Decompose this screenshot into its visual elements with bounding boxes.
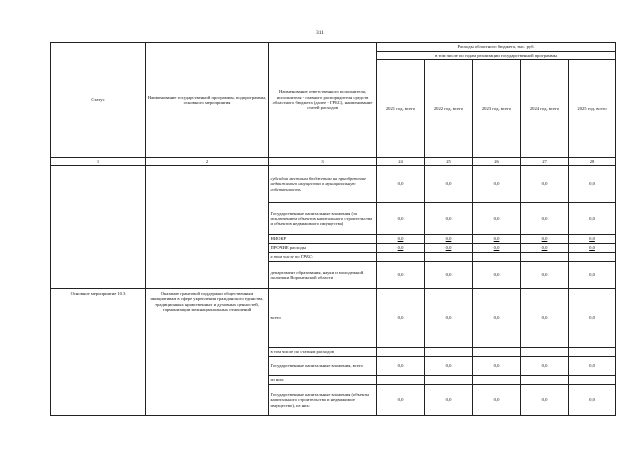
value-cell: 0,0 [569,166,616,203]
value-cell: 0,0 [569,289,616,348]
value-cell: 0,0 [425,262,473,289]
expense-label: субсидии местным бюджетам на приобретение недвижимого имущества в муниципальную собственность [269,166,377,203]
expense-label: Государственные капитальные вложения (объекты капитального строительства и недвижимое имущество), из них: [269,385,377,416]
expense-label: Государственные капитальные вложения (за исключением объектов капитального строительства и объектов недвижимого имущества) [269,203,377,235]
program-cell [146,166,269,289]
value-cell: 0,0 [569,235,616,244]
value-cell: 0,0 [377,262,425,289]
expense-label: из них: [269,376,377,385]
value-cell: 0,0 [569,357,616,376]
column-number: 3 [269,158,377,166]
value-cell [425,376,473,385]
table-row [51,166,616,203]
value-cell: 0,0 [521,203,569,235]
value-cell [473,376,521,385]
value-cell: 0,0 [377,235,425,244]
value-cell [377,376,425,385]
value-cell [377,348,425,357]
expense-label: всего [269,289,377,348]
value-cell: 0,0 [425,385,473,416]
value-cell: 0,0 [377,203,425,235]
value-cell [569,376,616,385]
value-cell: 0,0 [473,262,521,289]
header-year: 2021 год, всего [377,60,425,158]
value-cell: 0,0 [425,244,473,253]
value-cell: 0,0 [425,289,473,348]
value-cell: 0,0 [473,203,521,235]
header-year: 2023 год, всего [473,60,521,158]
value-cell: 0,0 [425,357,473,376]
value-cell: 0,0 [377,166,425,203]
expense-label: НИОКР [269,235,377,244]
value-cell: 0,0 [473,385,521,416]
expense-label: Государственные капитальные вложения, всего [269,357,377,376]
value-cell: 0,0 [569,203,616,235]
header-status: Статус [51,43,146,158]
column-number: 28 [569,158,616,166]
column-number: 2 [146,158,269,166]
header-executor: Наименование ответственного исполнителя, исполнителя - главного распорядителя средств областного бюджета (далее - ГРБС), наименование статей расходов [269,43,377,158]
column-number: 27 [521,158,569,166]
value-cell: 0,0 [425,203,473,235]
header-year: 2025 год, всего [569,60,616,158]
expense-label: в том числе по ГРБС: [269,253,377,262]
value-cell [473,253,521,262]
page-number: 311 [315,30,325,36]
value-cell [521,348,569,357]
value-cell [521,376,569,385]
status-cell [51,166,146,289]
value-cell: 0,0 [521,289,569,348]
value-cell: 0,0 [569,262,616,289]
value-cell: 0,0 [521,235,569,244]
value-cell [425,253,473,262]
header-row [51,43,616,52]
value-cell [377,253,425,262]
value-cell: 0,0 [377,357,425,376]
column-number-row [51,158,616,166]
budget-table [50,42,616,416]
header-by-year: в том числе по годам реализации государственной программы [377,52,616,60]
value-cell: 0,0 [521,262,569,289]
event-status: Основное мероприятие 10.3 [51,289,146,416]
value-cell: 0,0 [473,244,521,253]
value-cell: 0,0 [521,166,569,203]
value-cell: 0,0 [473,166,521,203]
value-cell: 0,0 [473,235,521,244]
header-budget: Расходы областного бюджета, тыс. руб. [377,43,616,52]
value-cell: 0,0 [569,385,616,416]
value-cell [569,253,616,262]
value-cell [473,348,521,357]
expense-label: департамент образования, науки и молодежной политики Воронежской области [269,262,377,289]
header-year: 2024 год, всего [521,60,569,158]
value-cell: 0,0 [569,244,616,253]
column-number: 25 [425,158,473,166]
value-cell: 0,0 [521,244,569,253]
value-cell: 0,0 [377,385,425,416]
value-cell: 0,0 [377,289,425,348]
value-cell: 0,0 [521,357,569,376]
expense-label: в том числе по статьям расходов [269,348,377,357]
column-number: 1 [51,158,146,166]
header-program: Наименование государственной программы, подпрограммы, основного мероприятия [146,43,269,158]
column-number: 26 [473,158,521,166]
table-row [51,289,616,348]
value-cell: 0,0 [473,289,521,348]
expense-label: ПРОЧИЕ расходы [269,244,377,253]
value-cell: 0,0 [377,244,425,253]
value-cell [521,253,569,262]
value-cell: 0,0 [473,357,521,376]
value-cell [425,348,473,357]
value-cell: 0,0 [425,235,473,244]
event-name: Оказание грантовой поддержки общественным инициативам в сфере укрепления гражданского единства, традиционных нравственных и духовных ценностей, гармонизации межнациональных отношений [146,289,269,416]
column-number: 24 [377,158,425,166]
header-year: 2022 год, всего [425,60,473,158]
value-cell: 0,0 [521,385,569,416]
value-cell [569,348,616,357]
value-cell: 0,0 [425,166,473,203]
